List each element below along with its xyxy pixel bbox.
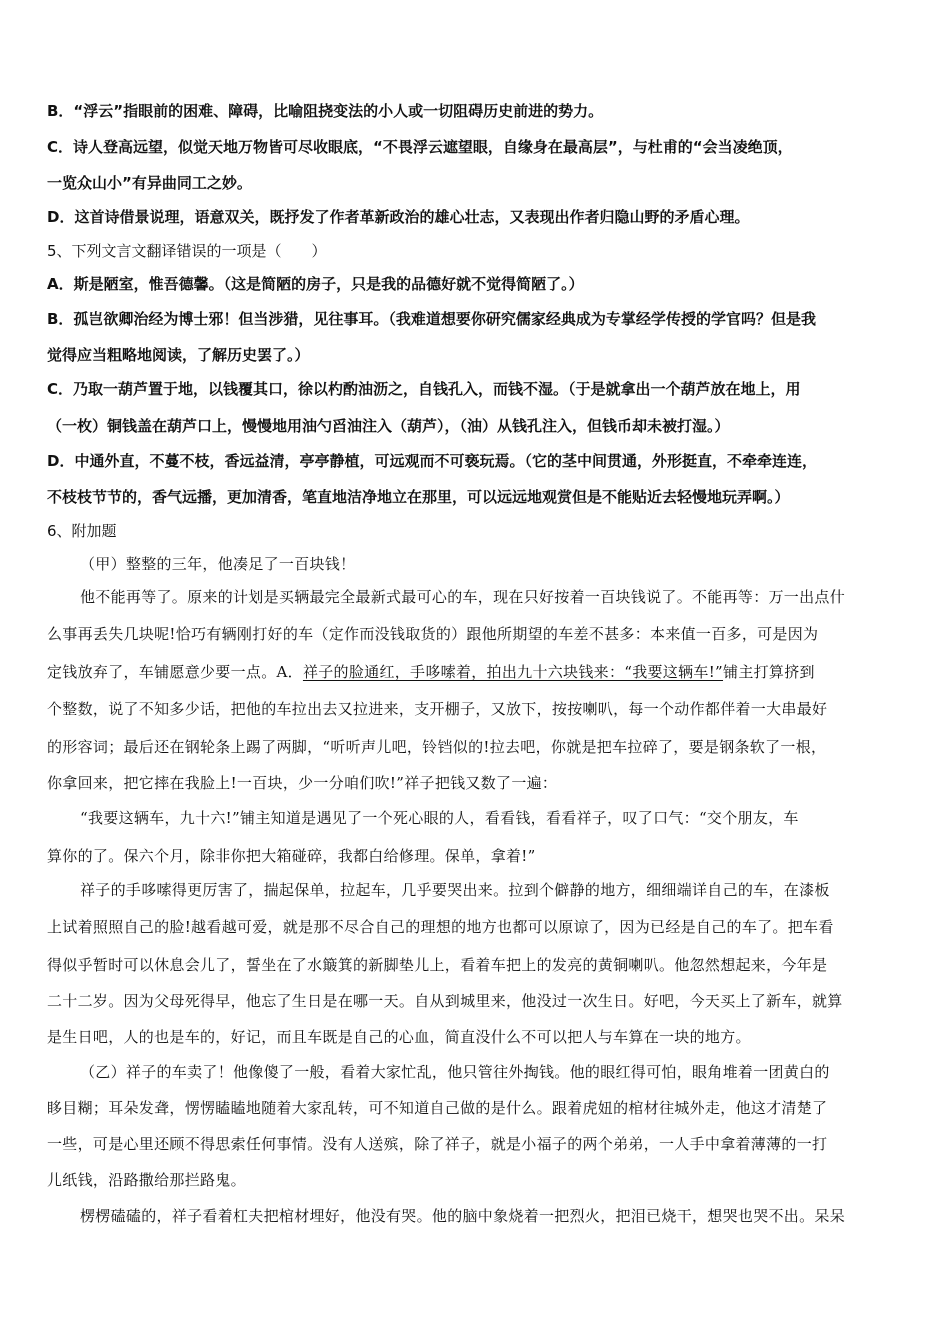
q5-option-b-line2: 觉得应当粗略地阅读，了解历史罢了。） xyxy=(47,346,310,364)
passage-p1-line3-post: 铺主打算挤到 xyxy=(723,663,815,681)
q6-stem: 6、附加题 xyxy=(47,522,117,540)
passage-p3-line1: 祥子的手哆嗦得更厉害了，揣起保单，拉起车，几乎要哭出来。拉到个僻静的地方，细细端详自己的车，在漆板 xyxy=(80,881,830,899)
q5-option-c-line1: C．乃取一葫芦置于地，以钱覆其口，徐以杓酌油沥之，自钱孔入，而钱不湿。（于是就拿出一个葫芦放在地上，用 xyxy=(47,380,801,398)
passage-yi-line4: 儿纸钱，沿路撒给那拦路鬼。 xyxy=(47,1171,246,1189)
passage-p1-line5: 的形容词；最后还在钢轮条上踢了两脚，“听听声儿吧，铃铛似的!拉去吧，你就是把车拉碎了，要是钢条软了一根， xyxy=(47,738,827,756)
passage-p1-line3 xyxy=(47,662,907,682)
q5-option-c-line2: （一枚）铜钱盖在葫芦口上，慢慢地用油勺舀油注入（葫芦），（油）从钱孔注入，但钱币却未被打湿。） xyxy=(47,417,730,435)
q5-stem: 5、下列文言文翻译错误的一项是（ ） xyxy=(47,242,327,260)
q4-option-c-line1: C．诗人登高远望，似觉天地万物皆可尽收眼底，“不畏浮云遮望眼，自缘身在最高层”，与杜甫的“会当凌绝顶， xyxy=(47,138,793,156)
q5-option-b-line1: B．孤岂欲卿治经为博士邪！但当涉猎，见往事耳。（我难道想要你研究儒家经典成为专掌经学传授的学官吗？但是我 xyxy=(47,310,816,328)
q5-option-d-line2: 不枝枝节节的，香气远播，更加清香，笔直地洁净地立在那里，可以远远地观赏但是不能贴近去轻慢地玩弄啊。） xyxy=(47,488,790,506)
q4-option-b: B．“浮云”指眼前的困难、障碍，比喻阻挠变法的小人或一切阻碍历史前进的势力。 xyxy=(47,102,604,120)
passage-p3-line4: 二十二岁。因为父母死得早，他忘了生日是在哪一天。自从到城里来，他没过一次生日。好吧，今天买上了新车，就算 xyxy=(47,992,843,1010)
passage-yi-line3: 一些，可是心里还顾不得思索任何事情。没有人送殡，除了祥子，就是小福子的两个弟弟，一人手中拿着薄薄的一打 xyxy=(47,1135,828,1153)
passage-p3-line3: 得似乎暂时可以休息会儿了，誓坐在了水簸箕的新脚垫儿上，看着车把上的发亮的黄铜喇叭。他忽然想起来，今年是 xyxy=(47,956,828,974)
passage-p3-line2: 上试着照照自己的脸!越看越可爱，就是那不尽合自己的理想的地方也都可以原谅了，因为已经是自己的车了。把车看 xyxy=(47,918,834,936)
passage-p1-line1: 他不能再等了。原来的计划是买辆最完全最新式最可心的车，现在只好按着一百块钱说了。不能再等：万一出点什 xyxy=(80,588,846,606)
passage-p5-line1: 楞楞磕磕的，祥子看着杠夫把棺材埋好，他没有哭。他的脑中象烧着一把烈火，把泪已烧干，想哭也哭不出。呆呆 xyxy=(80,1207,846,1225)
passage-p1-line4: 个整数，说了不知多少话，把他的车拉出去又拉进来，支开棚子，又放下，按按喇叭，每一个动作都伴着一大串最好 xyxy=(47,700,828,718)
passage-yi-line2: 眵目糊；耳朵发聋，愣愣瞌瞌地随着大家乱转，可不知道自己做的是什么。跟着虎妞的棺材往城外走，他这才清楚了 xyxy=(47,1099,828,1117)
passage-p2-line2: 算你的了。保六个月，除非你把大箱碰碎，我都白给修理。保单，拿着!” xyxy=(47,847,536,865)
passage-p1-line2: 么事再丢失几块呢!恰巧有辆刚打好的车（定作而没钱取货的）跟他所期望的车差不甚多：本来值一百多，可是因为 xyxy=(47,625,819,643)
passage-yi-line1: （乙）祥子的车卖了！他像傻了一般，看着大家忙乱，他只管往外掏钱。他的眼红得可怕，眼角堆着一团黄白的 xyxy=(80,1063,830,1081)
passage-p1-line3-pre: 定钱放弃了，车铺愿意少要一点。A． xyxy=(47,663,303,681)
underlined-sentence-a: 祥子的脸通红，手哆嗦着，拍出九十六块钱来：“我要这辆车!” xyxy=(302,663,724,681)
passage-p3-line5: 是生日吧，人的也是车的，好记，而且车既是自己的心血，简直没什么不可以把人与车算在一块的地方。 xyxy=(47,1028,751,1046)
q5-option-d-line1: D．中通外直，不蔓不枝，香远益清，亭亭静植，可远观而不可亵玩焉。（它的茎中间贯通，外形挺直，不牵牵连连， xyxy=(47,452,817,470)
q4-option-d: D．这首诗借景说理，语意双关，既抒发了作者革新政治的雄心壮志，又表现出作者归隐山野的矛盾心理。 xyxy=(47,208,750,226)
passage-p2-line1: “我要这辆车，九十六!”铺主知道是遇见了一个死心眼的人，看看钱，看看祥子，叹了口气：“交个朋友，车 xyxy=(80,809,799,827)
passage-p1-line6: 你拿回来，把它摔在我脸上!一百块，少一分咱们吹!”祥子把钱又数了一遍： xyxy=(47,774,558,792)
passage-jia-title: （甲）整整的三年，他凑足了一百块钱！ xyxy=(80,555,356,573)
q4-option-c-line2: 一览众山小”有异曲同工之妙。 xyxy=(47,174,252,192)
q5-option-a: A．斯是陋室，惟吾德馨。（这是简陋的房子，只是我的品德好就不觉得简陋了。） xyxy=(47,275,584,293)
